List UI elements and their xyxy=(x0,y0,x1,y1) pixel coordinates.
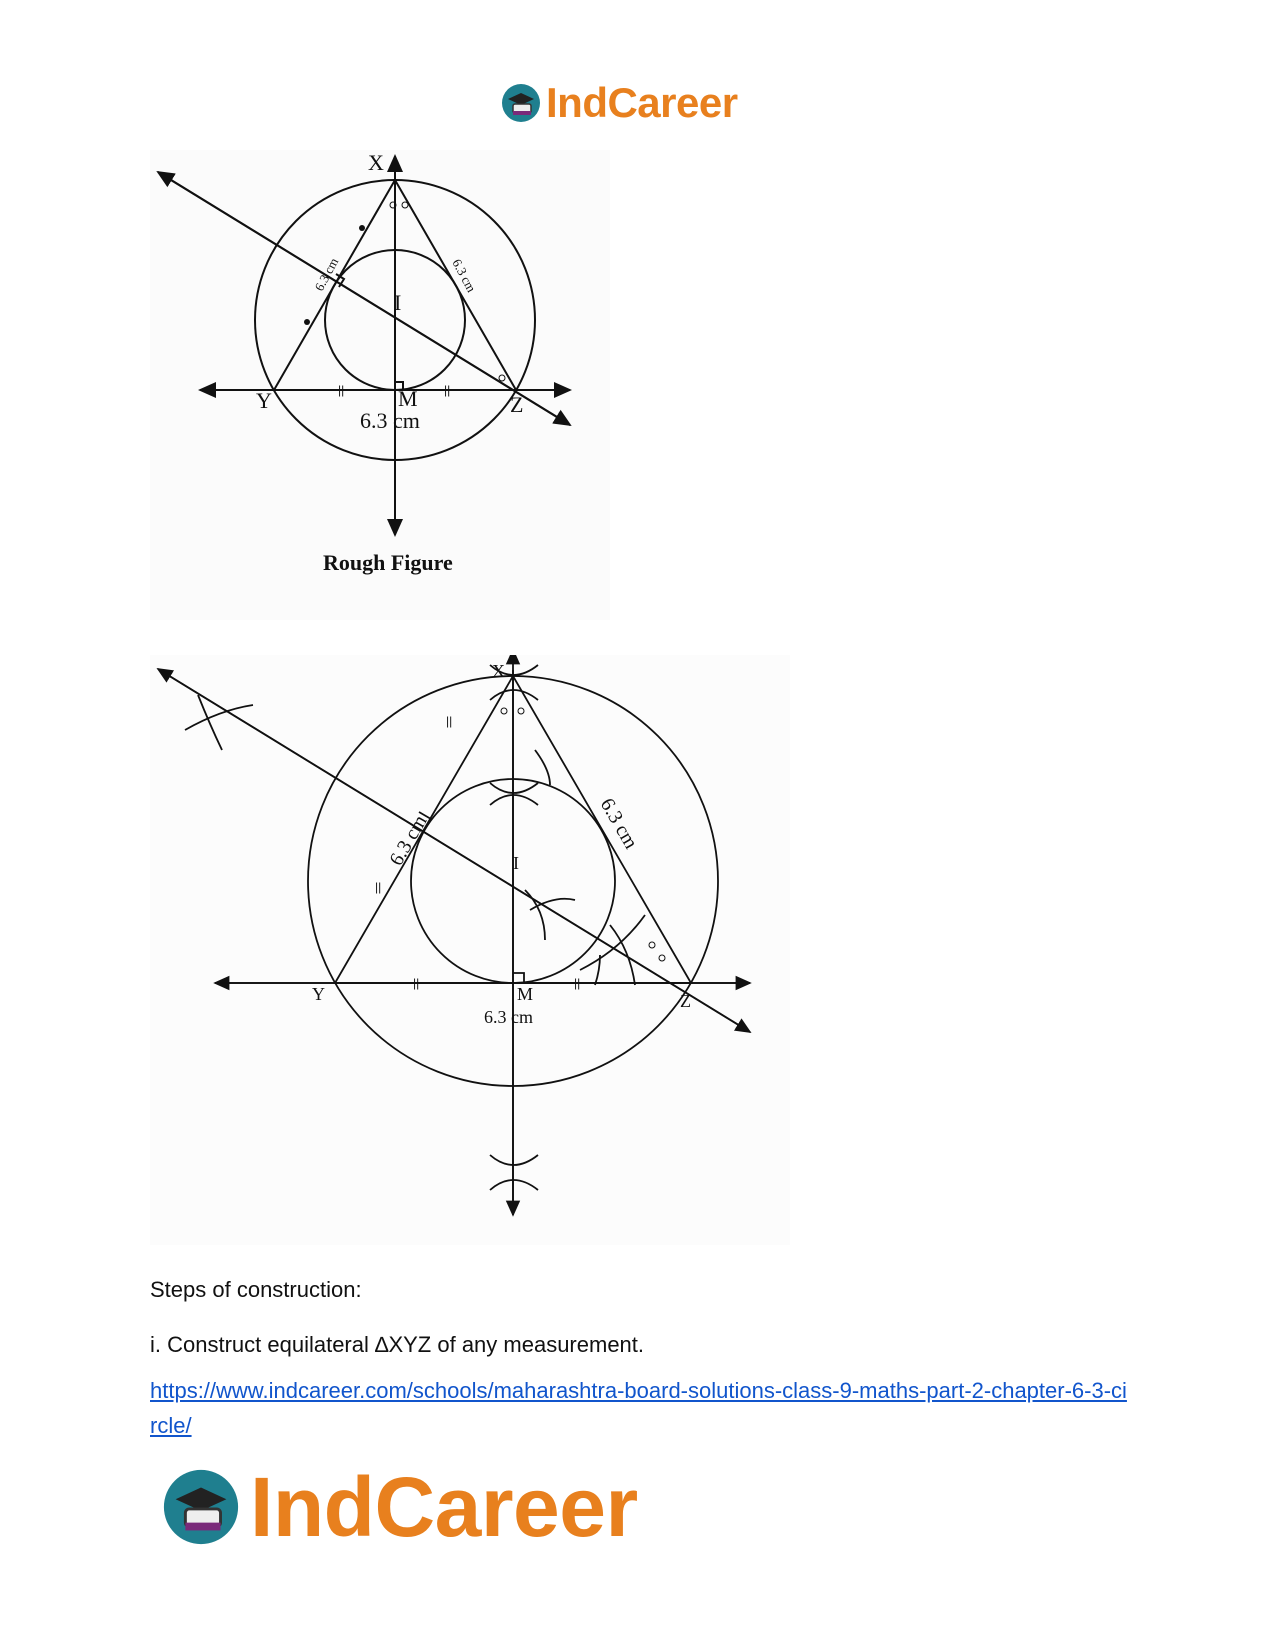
steps-heading: Steps of construction: xyxy=(150,1277,362,1302)
svg-text:||: || xyxy=(375,880,382,894)
midpoint-label: M xyxy=(398,386,418,411)
left-side-label: 6.3 cm xyxy=(385,811,432,870)
right-side-label: 6.3 cm xyxy=(449,256,480,295)
rough-figure xyxy=(150,150,610,620)
graduation-cap-icon xyxy=(500,82,542,124)
rough-figure-diagram xyxy=(150,150,610,620)
graduation-cap-icon xyxy=(160,1466,242,1548)
right-side-label: 6.3 cm xyxy=(595,794,642,853)
vertex-y-label: Y xyxy=(312,984,325,1004)
left-side-label: 6.3 cm xyxy=(311,255,342,294)
rough-figure-caption: Rough Figure xyxy=(323,550,453,575)
vertex-z-label: Z xyxy=(510,392,524,417)
footer-logo xyxy=(160,1459,638,1554)
base-length-label: 6.3 cm xyxy=(360,408,420,433)
svg-text:||: || xyxy=(574,976,581,990)
construction-figure-diagram xyxy=(150,655,790,1245)
svg-text:||: || xyxy=(446,714,453,728)
footer-logo-text: IndCareer xyxy=(250,1459,638,1554)
incenter-label: I xyxy=(513,853,519,873)
svg-text:||: || xyxy=(444,383,451,397)
vertex-x-label: X xyxy=(368,150,384,175)
vertex-x-label: X xyxy=(492,661,505,681)
step-1-text: i. Construct equilateral ∆XYZ of any measurement. xyxy=(150,1332,645,1357)
construction-figure xyxy=(150,655,790,1245)
incenter-label: I xyxy=(394,290,402,315)
svg-text:||: || xyxy=(338,383,345,397)
header-logo-text: IndCareer xyxy=(546,79,738,126)
vertex-z-label: Z xyxy=(680,991,691,1011)
svg-text:||: || xyxy=(413,976,420,990)
header-logo xyxy=(500,78,738,128)
source-link[interactable]: https://www.indcareer.com/schools/maharashtra-board-solutions-class-9-maths-part-2-chapter-6-3-circle/ xyxy=(150,1378,1127,1438)
base-length-label: 6.3 cm xyxy=(484,1007,533,1027)
midpoint-label: M xyxy=(517,984,534,1004)
vertex-y-label: Y xyxy=(256,388,272,413)
